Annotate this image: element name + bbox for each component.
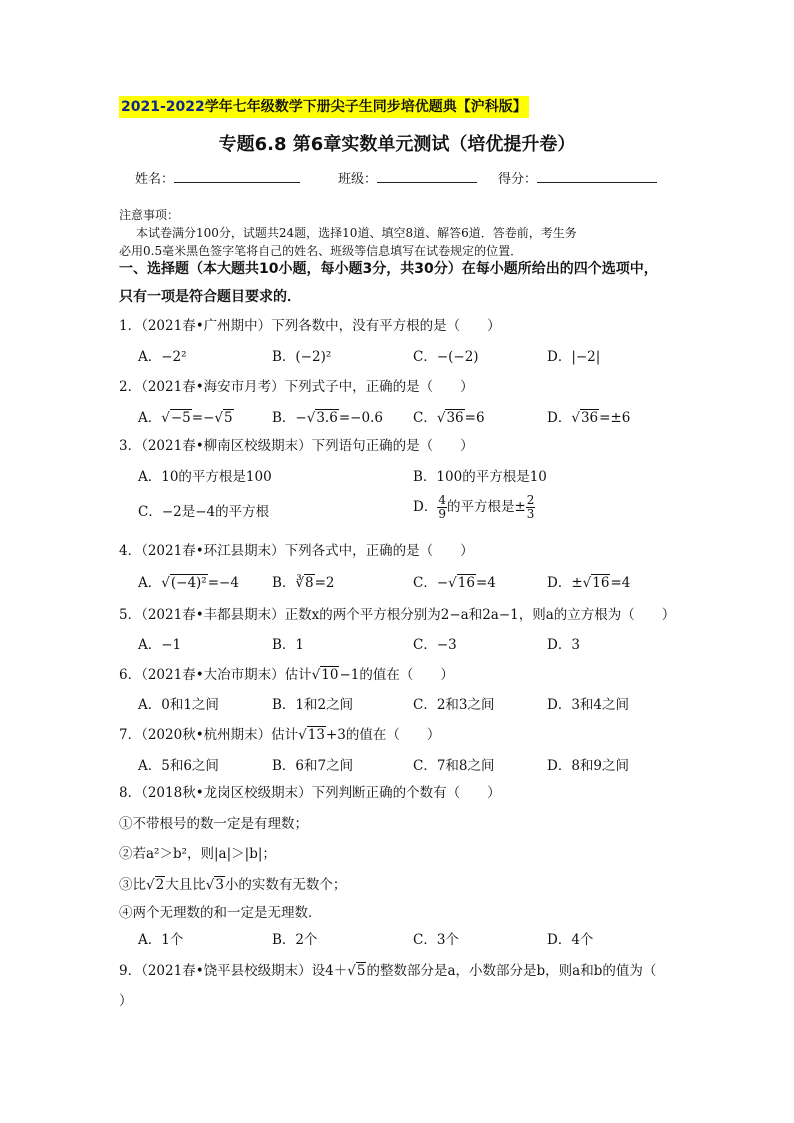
radicand: 8 [305,575,314,591]
name-blank [174,169,300,183]
question-4-stem: 4．（2021春•环江县期末）下列各式中，正确的是（ ） [119,543,474,559]
opt-letter: D． [547,410,572,426]
score-field[interactable] [498,168,657,187]
numerator: 4 [438,493,446,507]
name-label: 姓名： [135,172,175,187]
q8-statement-1: ①不带根号的数一定是有理数； [119,816,308,832]
q4-option-c[interactable]: C．−√16=4 [413,575,496,591]
radicand: 10 [321,667,339,683]
notes-line-2: 必用0.5毫米黑色签字笔将自己的姓名、班级等信息填写在试卷规定的位置． [119,244,523,258]
q1-option-c[interactable]: C．−(−2) [413,349,479,365]
notes-heading: 注意事项： [119,208,180,222]
expr: 的平方根是± [446,499,526,515]
q6-option-d[interactable]: D．3和4之间 [547,697,630,713]
radicand: 36 [446,410,464,426]
stmt-text: 小的实数有无数个； [224,877,347,893]
q7-option-a[interactable]: A．5和6之间 [138,758,219,774]
page-title: 专题6.8 第6章实数单元测试（培优提升卷） [218,134,576,155]
question-2-stem: 2．（2021春•海安市月考）下列式子中，正确的是（ ） [119,379,474,395]
radicand: 36 [580,410,599,426]
radicand: 13 [307,727,325,743]
question-3-stem: 3．（2021春•柳南区校级期末）下列语句正确的是（ ） [119,438,474,454]
class-blank [377,169,477,183]
stem-text: −1的值在（ ） [339,667,454,683]
q1-option-b[interactable]: B．(−2)² [272,349,332,365]
stmt-text: ③比 [119,877,146,893]
q1-option-d[interactable]: D．|−2| [547,349,601,365]
question-1-stem: 1．（2021春•广州期中）下列各数中，没有平方根的是（ ） [119,318,501,334]
opt-letter: C．− [413,575,449,591]
class-field[interactable] [338,168,477,187]
q6-option-c[interactable]: C．2和3之间 [413,697,495,713]
q8-statement-2: ②若a²＞b²，则|a|＞|b|； [119,846,276,862]
stem-text: 9．（2021春•饶平县校级期末）设4＋ [119,963,348,979]
expr: =4 [610,575,631,591]
q2-option-a[interactable]: A．√−5=−√5 [138,410,233,426]
q6-option-b[interactable]: B．1和2之间 [272,697,354,713]
stem-text: 的整数部分是a，小数部分是b，则a和b的值为（ [366,963,657,979]
fraction [526,494,536,521]
q5-option-a[interactable]: A．−1 [138,637,182,653]
opt-letter: B．∛ [272,575,305,591]
class-label: 班级： [338,172,378,187]
stem-text: 7．（2020秋•杭州期末）估计 [119,727,299,743]
q8-option-d[interactable]: D．4个 [547,932,594,948]
header-text: 学年七年级数学下册尖子生同步培优题典【沪科版】 [204,99,527,115]
name-field[interactable] [135,168,300,187]
expr: =2 [314,575,335,591]
q8-option-c[interactable]: C．3个 [413,932,459,948]
q5-option-d[interactable]: D．3 [547,637,580,653]
question-9-tail: ） [119,993,133,1009]
radicand: 3.6 [316,410,338,426]
q7-option-d[interactable]: D．8和9之间 [547,758,630,774]
q7-option-c[interactable]: C．7和8之间 [413,758,495,774]
section-heading-line-2: 只有一项是符合题目要求的． [119,289,301,305]
expr: =−4 [207,575,239,591]
q2-option-b[interactable]: B．−√3.6=−0.6 [272,410,383,426]
stem-text: 6．（2021春•大冶市期末）估计 [119,667,312,683]
q3-option-a[interactable]: A．10的平方根是100 [138,469,272,485]
q8-statement-3: ③比√2大且比√3小的实数有无数个； [119,877,347,893]
numerator: 2 [526,493,535,507]
opt-letter: C． [413,410,437,426]
radicand: 5 [224,410,233,426]
stmt-text: 大且比 [165,877,206,893]
opt-letter: D． [413,499,438,515]
question-7-stem: 7．（2020秋•杭州期末）估计√13+3的值在（ ） [119,727,441,743]
radicand: 16 [592,575,610,591]
section-heading-line-1: 一、选择题（本大题共10小题，每小题3分，共30分）在每小题所给出的四个选项中， [119,261,658,277]
denominator: 3 [526,507,535,521]
question-5-stem: 5．（2021春•丰都县期末）正数x的两个平方根分别为2−a和2a−1，则a的立方根为（ ） [119,607,676,623]
q1-option-a[interactable]: A．−2² [138,349,187,365]
header-year: 2021-2022 [121,99,205,115]
question-8-stem: 8．（2018秋•龙岗区校级期末）下列判断正确的个数有（ ） [119,785,501,801]
q4-option-d[interactable]: D．±√16=4 [547,575,631,591]
q3-option-d[interactable] [413,494,535,521]
expr: =6 [464,410,485,426]
q3-option-b[interactable]: B．100的平方根是10 [413,469,547,485]
opt-letter: B．− [272,410,307,426]
notes-line-1: 本试卷满分100分，试题共24题，选择10道、填空8道、解答6道．答卷前，考生务 [136,226,577,240]
denominator: 9 [438,507,446,521]
opt-letter: A． [138,410,162,426]
q6-option-a[interactable]: A．0和1之间 [138,697,219,713]
opt-letter: D．± [547,575,583,591]
q2-option-d[interactable]: D．√36=±6 [547,410,631,426]
q2-option-c[interactable]: C．√36=6 [413,410,485,426]
q8-statement-4: ④两个无理数的和一定是无理数． [119,905,322,921]
q4-option-b[interactable] [272,571,335,591]
radicand: 3 [215,877,224,893]
score-blank [537,169,657,183]
q5-option-c[interactable]: C．−3 [413,637,457,653]
q8-option-a[interactable]: A．1个 [138,932,184,948]
expr: =4 [475,575,496,591]
expr: =±6 [599,410,631,426]
radicand: (−4)² [170,575,207,591]
fraction [437,494,447,521]
q3-option-c[interactable]: C．−2是−4的平方根 [138,504,270,520]
radicand: 5 [356,963,366,979]
radicand: −5 [170,410,191,426]
score-label: 得分： [498,172,538,187]
opt-letter: A． [138,575,162,591]
question-6-stem: 6．（2021春•大冶市期末）估计√10−1的值在（ ） [119,667,454,683]
series-header [119,96,529,118]
radicand: 16 [457,575,475,591]
q4-option-a[interactable]: A．√(−4)²=−4 [138,575,239,591]
expr: =−0.6 [338,410,383,426]
question-9-stem: 9．（2021春•饶平县校级期末）设4＋√5的整数部分是a，小数部分是b，则a和b的值为（ [119,963,657,979]
stem-text: +3的值在（ ） [325,727,441,743]
q5-option-b[interactable]: B．1 [272,637,305,653]
radicand: 2 [155,877,165,893]
q8-option-b[interactable]: B．2个 [272,932,318,948]
q7-option-b[interactable]: B．6和7之间 [272,758,354,774]
expr: =− [191,410,215,426]
